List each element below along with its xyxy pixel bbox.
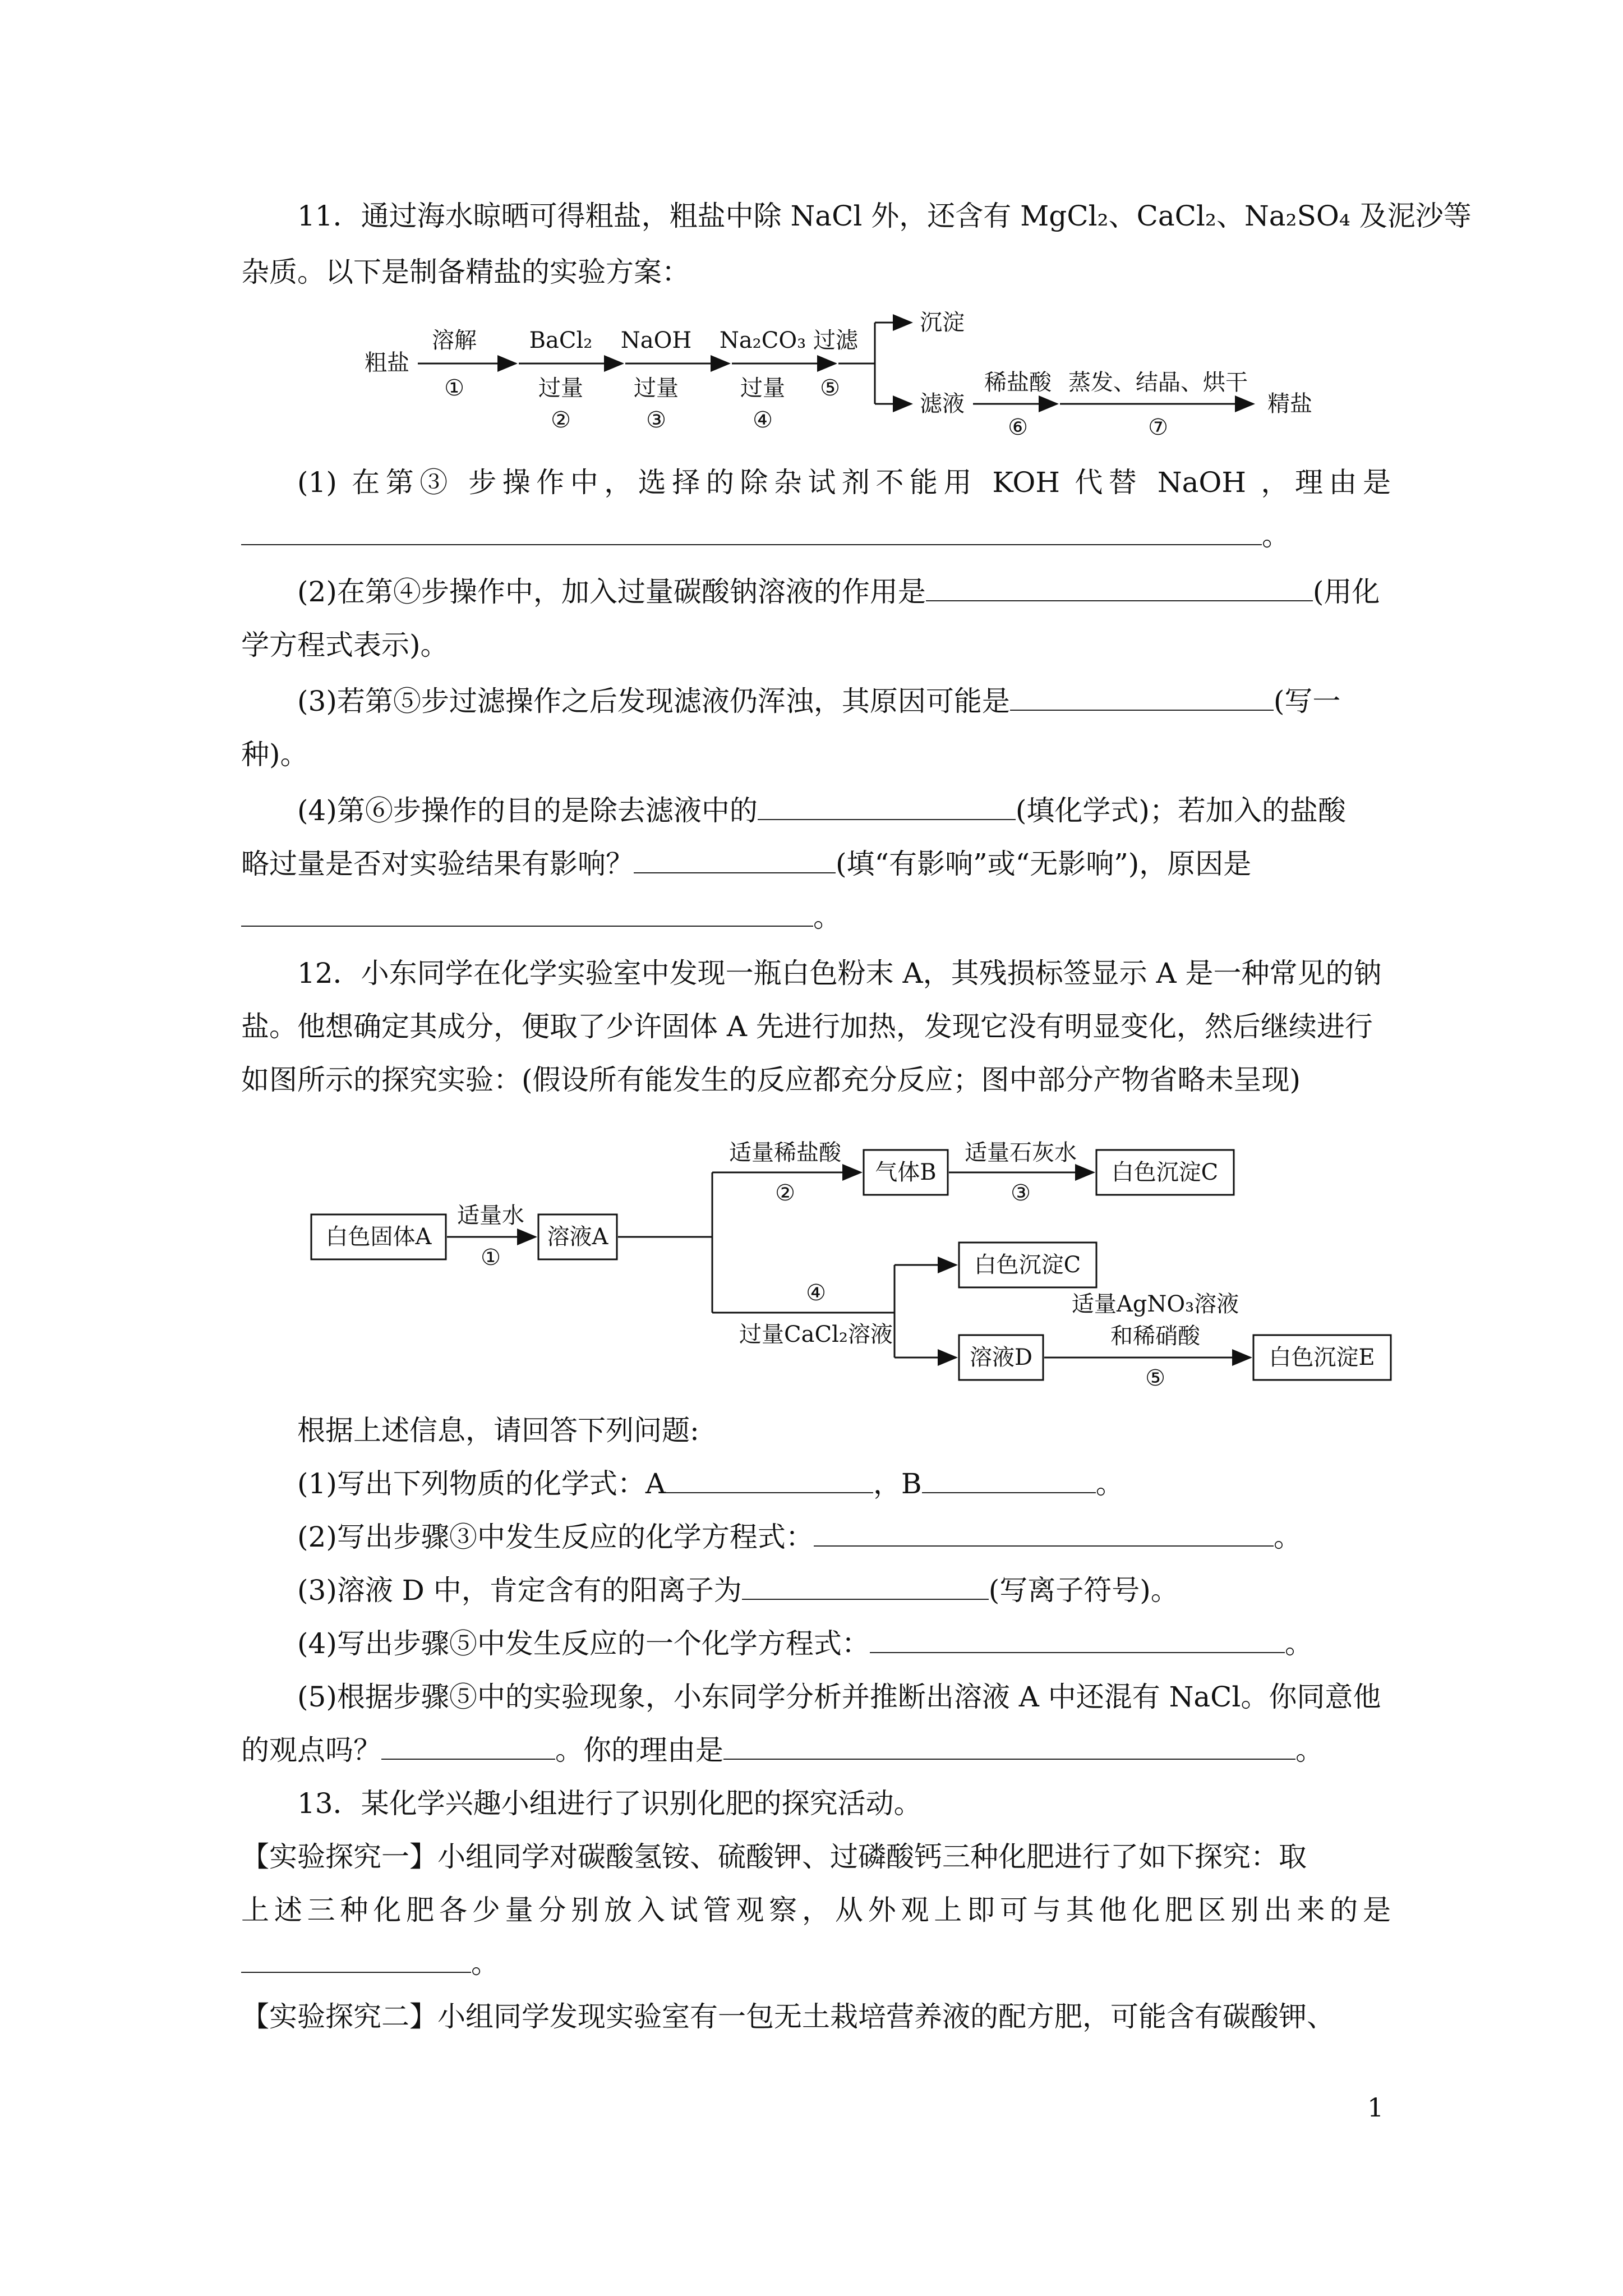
q12-part4-answer[interactable]	[870, 1624, 1285, 1653]
q11-intro-line2: 杂质。以下是制备精盐的实验方案：	[241, 256, 690, 288]
q12-step2-number: ②	[775, 1180, 795, 1206]
q11-start-crude-salt: 粗盐	[365, 350, 409, 376]
q12-part2-text: (2)写出步骤③中发生反应的化学方程式：	[297, 1521, 814, 1553]
q11-part2-line2: 学方程式表示)。	[241, 629, 449, 661]
q12-box-white-solid-a-label: 白色固体A	[325, 1224, 432, 1250]
q12-intro-line3: 如图所示的探究实验：(假设所有能发生的反应都充分反应；图中部分产物省略未呈现)	[241, 1064, 1301, 1096]
q12-part5-end: 。	[1295, 1734, 1324, 1766]
q12-part2	[297, 1517, 1391, 1557]
q11-step2-amount: 过量	[538, 375, 583, 401]
q12-step3-reagent: 适量石灰水	[965, 1140, 1077, 1166]
q11-part4-text-d: (填“有影响”或“无影响”)，原因是	[836, 848, 1252, 880]
q11-step1-number: ①	[444, 375, 464, 401]
q11-step1-label: 溶解	[432, 328, 477, 353]
q12-part1-end: 。	[1095, 1467, 1124, 1500]
q12-part2-answer[interactable]	[814, 1517, 1274, 1547]
q12-step1-reagent: 适量水	[457, 1203, 524, 1228]
q11-intro-line1: 11．通过海水晾晒可得粗盐，粗盐中除 NaCl 外，还含有 MgCl₂、CaCl₂、Na₂SO₄ 及泥沙等	[297, 200, 1472, 232]
q11-end-refined-salt: 精盐	[1267, 391, 1312, 417]
q12-step4-number: ④	[806, 1280, 826, 1306]
q12-box-white-ppt-c-mid-label: 白色沉淀C	[974, 1252, 1081, 1278]
q12-part1-answer-a[interactable]	[666, 1464, 873, 1493]
q11-step7-label: 蒸发、结晶、烘干	[1068, 370, 1248, 395]
q11-part2-text-a: (2)在第④步操作中，加入过量碳酸钠溶液的作用是	[297, 576, 926, 608]
q11-part3-text-b: (写一	[1273, 685, 1341, 717]
q11-part1-end: 。	[1262, 519, 1290, 552]
q12-intro-line1: 12．小东同学在化学实验室中发现一瓶白色粉末 A，其残损标签显示 A 是一种常见的钠	[297, 957, 1382, 990]
q11-part4-text-a: (4)第⑥步操作的目的是除去滤液中的	[297, 794, 758, 827]
q11-part4-end: 。	[813, 901, 841, 933]
q11-step5-label: 过滤	[813, 328, 858, 353]
q11-step4-amount: 过量	[740, 375, 785, 401]
q12-step3-number: ③	[1011, 1180, 1031, 1206]
q11-precipitate: 沉淀	[920, 310, 965, 335]
q11-step3-reagent: NaOH	[620, 328, 692, 353]
q12-box-solution-d-label: 溶液D	[969, 1345, 1033, 1370]
q11-part2-text-b: (用化	[1312, 576, 1380, 608]
q11-part4-text-c: 略过量是否对实验结果有影响？	[241, 848, 634, 880]
q12-box-white-ppt-e-label: 白色沉淀E	[1269, 1345, 1375, 1370]
q11-part3-line2: 种)。	[241, 738, 308, 771]
q11-step4-reagent: Na₂CO₃	[719, 328, 806, 353]
q12-part5-text-b: 的观点吗？	[241, 1734, 381, 1766]
q12-part5-text-c: 。你的理由是	[555, 1734, 723, 1766]
q13-exp2-line1: 【实验探究二】小组同学发现实验室有一包无土栽培营养液的配方肥，可能含有碳酸钾、	[241, 2000, 1335, 2033]
q12-part3	[297, 1571, 1391, 1610]
q12-step5-number: ⑤	[1145, 1365, 1165, 1391]
q11-step3-amount: 过量	[634, 375, 679, 401]
q12-part4-end: 。	[1284, 1627, 1313, 1660]
q12-part1	[297, 1464, 1391, 1503]
q11-step6-reagent: 稀盐酸	[984, 370, 1052, 395]
q12-part5-agree-blank[interactable]	[381, 1731, 555, 1760]
q12-box-white-ppt-c-top-label: 白色沉淀C	[1111, 1159, 1219, 1185]
q13-exp1-line3	[241, 1944, 1391, 1983]
q12-part3-text-a: (3)溶液 D 中，肯定含有的阳离子为	[297, 1574, 742, 1607]
q11-part4-text-b: (填化学式)；若加入的盐酸	[1015, 794, 1346, 827]
q13-exp1-end: 。	[471, 1947, 499, 1980]
q11-step5-number: ⑤	[820, 375, 840, 401]
q11-filtrate: 滤液	[920, 391, 965, 417]
q11-part3-text-a: (3)若第⑤步过滤操作之后发现滤液仍浑浊，其原因可能是	[297, 685, 1010, 717]
q12-part5-reason-blank[interactable]	[723, 1731, 1295, 1760]
q12-step2-reagent: 适量稀盐酸	[729, 1140, 841, 1166]
q12-part1-text-b: ，B	[873, 1467, 922, 1500]
q12-intro-line2: 盐。他想确定其成分，便取了少许固体 A 先进行加热，发现它没有明显变化，然后继续进行	[241, 1010, 1373, 1043]
q12-step4-reagent: 过量CaCl₂溶液	[739, 1322, 893, 1347]
q12-part4	[297, 1624, 1391, 1663]
q12-lead: 根据上述信息，请回答下列问题:	[297, 1414, 699, 1447]
q12-part3-text-b: (写离子符号)。	[988, 1574, 1179, 1607]
q12-part2-end: 。	[1273, 1521, 1302, 1553]
q12-part3-answer[interactable]	[742, 1571, 989, 1600]
q12-part5-line2	[241, 1731, 1391, 1770]
q12-box-gas-b-label: 气体B	[875, 1159, 937, 1185]
q13-exp1-answer-blank[interactable]	[241, 1944, 471, 1973]
q11-part1-line1: (1) 在第③ 步操作中，选择的除杂试剂不能用 KOH 代替 NaOH ，理由是	[297, 466, 1391, 499]
q13-exp1-line1: 【实验探究一】小组同学对碳酸氢铵、硫酸钾、过磷酸钙三种化肥进行了如下探究：取	[241, 1841, 1307, 1873]
q12-part1-answer-b[interactable]	[922, 1464, 1096, 1493]
q12-part5-line1: (5)根据步骤⑤中的实验现象，小东同学分析并推断出溶液 A 中还混有 NaCl。你同意他	[297, 1681, 1381, 1713]
q12-step5-reagent-1: 适量AgNO₃溶液	[1071, 1291, 1239, 1317]
q12-step5-reagent-2: 和稀硝酸	[1110, 1323, 1200, 1349]
page-number: 1	[1367, 2092, 1384, 2123]
q12-part1-text-a: (1)写出下列物质的化学式：A	[297, 1467, 666, 1500]
q11-step4-number: ④	[753, 407, 773, 433]
q11-step6-number: ⑥	[1008, 415, 1028, 440]
q12-box-solution-a-label: 溶液A	[547, 1224, 608, 1250]
q11-step2-number: ②	[551, 407, 571, 433]
q13-exp1-line2: 上述三种化肥各少量分别放入试管观察，从外观上即可与其他化肥区别出来的是	[241, 1894, 1391, 1926]
q11-step7-number: ⑦	[1148, 415, 1168, 440]
q12-part4-text: (4)写出步骤⑤中发生反应的一个化学方程式：	[297, 1627, 870, 1660]
q13-intro: 13．某化学兴趣小组进行了识别化肥的探究活动。	[297, 1787, 922, 1820]
q12-step1-number: ①	[481, 1245, 501, 1271]
q11-step3-number: ③	[646, 407, 666, 433]
q11-step2-reagent: BaCl₂	[529, 328, 593, 353]
